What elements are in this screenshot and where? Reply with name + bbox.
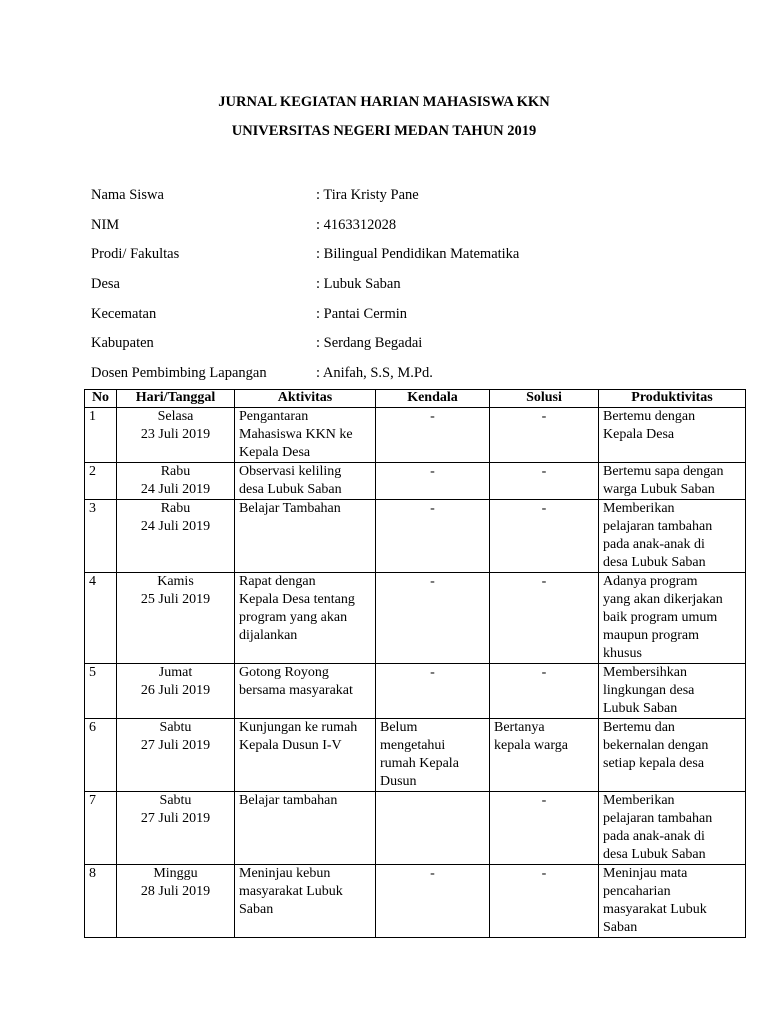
cell-kendala-line: mengetahui <box>380 738 446 753</box>
cell-hari-tanggal <box>117 573 235 664</box>
cell-produktivitas <box>599 463 746 500</box>
cell-produktivitas-line: bekernalan dengan <box>603 738 709 753</box>
cell-hari-tanggal-line: 26 Juli 2019 <box>140 683 211 698</box>
cell-kendala <box>376 573 490 664</box>
cell-solusi-line: - <box>541 464 547 479</box>
cell-kendala <box>376 500 490 573</box>
cell-produktivitas-line: Meninjau mata <box>603 866 688 881</box>
cell-kendala-line: - <box>430 464 435 479</box>
info-label: Kecematan <box>91 305 157 322</box>
info-value: : Pantai Cermin <box>316 305 408 322</box>
cell-produktivitas-line: pada anak-anak di <box>603 829 705 844</box>
cell-aktivitas <box>235 573 376 664</box>
cell-produktivitas-line: Memberikan <box>603 501 675 516</box>
cell-solusi-line: - <box>541 866 547 881</box>
cell-no <box>85 573 117 664</box>
cell-aktivitas-line: masyarakat Lubuk <box>239 884 343 899</box>
cell-aktivitas-line: dijalankan <box>239 628 298 643</box>
cell-produktivitas <box>599 719 746 792</box>
cell-hari-tanggal-line: 24 Juli 2019 <box>140 482 211 497</box>
cell-solusi <box>490 664 599 719</box>
cell-aktivitas-line: Mahasiswa KKN ke <box>239 427 353 442</box>
cell-aktivitas <box>235 500 376 573</box>
cell-hari-tanggal-line: 23 Juli 2019 <box>140 427 211 442</box>
column-header: No <box>85 390 117 408</box>
cell-hari-tanggal-line: Minggu <box>153 866 198 881</box>
cell-solusi-line: - <box>541 665 547 680</box>
cell-no <box>85 719 117 792</box>
cell-solusi-line: Bertanya <box>494 720 545 735</box>
cell-aktivitas-line: Belajar Tambahan <box>239 501 341 516</box>
info-value: : Bilingual Pendidikan Matematika <box>316 246 520 263</box>
cell-hari-tanggal-line: Sabtu <box>159 793 192 808</box>
cell-aktivitas <box>235 792 376 865</box>
column-header: Solusi <box>490 390 599 408</box>
cell-hari-tanggal <box>117 792 235 865</box>
cell-no-line: 7 <box>89 793 96 808</box>
activity-table <box>84 389 746 938</box>
cell-produktivitas-line: Adanya program <box>603 574 698 589</box>
cell-produktivitas-line: warga Lubuk Saban <box>603 482 715 497</box>
cell-produktivitas-line: yang akan dikerjakan <box>603 592 723 607</box>
cell-kendala-line: - <box>430 409 435 424</box>
cell-kendala-line: - <box>430 574 435 589</box>
cell-produktivitas <box>599 500 746 573</box>
info-label: NIM <box>91 216 120 233</box>
cell-produktivitas-line: pencaharian <box>603 884 671 899</box>
cell-produktivitas <box>599 408 746 463</box>
cell-aktivitas-line: Gotong Royong <box>239 665 329 680</box>
cell-aktivitas-line: Kepala Desa <box>239 445 311 460</box>
cell-kendala <box>376 792 490 865</box>
journal-title: JURNAL KEGIATAN HARIAN MAHASISWA KKN <box>218 94 550 110</box>
cell-hari-tanggal-line: Selasa <box>157 409 194 424</box>
cell-kendala-line: Dusun <box>380 774 417 789</box>
table-header-row <box>85 390 746 408</box>
cell-produktivitas-line: Kepala Desa <box>603 427 675 442</box>
cell-aktivitas <box>235 719 376 792</box>
cell-hari-tanggal-line: Jumat <box>158 665 193 680</box>
cell-solusi-line: - <box>541 574 547 589</box>
table-body <box>85 408 746 938</box>
table-row <box>85 500 746 573</box>
column-header: Hari/Tanggal <box>117 390 235 408</box>
cell-aktivitas <box>235 463 376 500</box>
cell-aktivitas-line: desa Lubuk Saban <box>239 482 342 497</box>
cell-produktivitas-line: masyarakat Lubuk <box>603 902 707 917</box>
cell-produktivitas-line: khusus <box>603 646 642 661</box>
cell-produktivitas-line: Memberikan <box>603 793 675 808</box>
cell-aktivitas <box>235 408 376 463</box>
column-header: Kendala <box>376 390 490 408</box>
cell-no <box>85 865 117 938</box>
cell-hari-tanggal-line: Rabu <box>160 501 191 516</box>
cell-solusi-line: - <box>541 501 547 516</box>
cell-hari-tanggal-line: 27 Juli 2019 <box>140 738 211 753</box>
cell-hari-tanggal <box>117 408 235 463</box>
cell-produktivitas-line: baik program umum <box>603 610 718 625</box>
cell-produktivitas <box>599 792 746 865</box>
cell-kendala <box>376 463 490 500</box>
cell-aktivitas-line: Kunjungan ke rumah <box>239 720 358 735</box>
cell-no <box>85 463 117 500</box>
cell-kendala-line: - <box>430 866 435 881</box>
cell-produktivitas-line: Lubuk Saban <box>603 701 678 716</box>
info-value: : Tira Kristy Pane <box>316 187 419 204</box>
student-info <box>91 181 751 388</box>
cell-hari-tanggal <box>117 865 235 938</box>
cell-hari-tanggal <box>117 463 235 500</box>
cell-solusi-line: - <box>541 409 547 424</box>
cell-kendala <box>376 408 490 463</box>
university-title: UNIVERSITAS NEGERI MEDAN TAHUN 2019 <box>231 123 537 139</box>
cell-no-line: 2 <box>89 464 96 479</box>
info-label: Nama Siswa <box>91 187 164 204</box>
cell-aktivitas-line: Kepala Dusun I-V <box>239 738 342 753</box>
cell-hari-tanggal-line: Kamis <box>157 574 194 589</box>
cell-produktivitas-line: maupun program <box>603 628 700 643</box>
table-row <box>85 408 746 463</box>
cell-aktivitas <box>235 865 376 938</box>
cell-aktivitas-line: Saban <box>239 902 274 917</box>
cell-solusi <box>490 500 599 573</box>
cell-produktivitas-line: desa Lubuk Saban <box>603 555 706 570</box>
cell-hari-tanggal-line: 27 Juli 2019 <box>140 811 211 826</box>
info-value: : 4163312028 <box>316 216 397 233</box>
cell-produktivitas-line: desa Lubuk Saban <box>603 847 706 862</box>
info-value: : Anifah, S.S, M.Pd. <box>316 364 433 381</box>
cell-hari-tanggal <box>117 664 235 719</box>
cell-solusi <box>490 408 599 463</box>
cell-hari-tanggal-line: Sabtu <box>159 720 192 735</box>
cell-solusi-line: - <box>541 793 547 808</box>
cell-no-line: 1 <box>89 409 96 424</box>
cell-solusi <box>490 719 599 792</box>
table-row <box>85 792 746 865</box>
cell-kendala-line: - <box>430 501 435 516</box>
cell-produktivitas-line: lingkungan desa <box>603 683 695 698</box>
cell-aktivitas-line: program yang akan <box>239 610 348 625</box>
cell-solusi <box>490 792 599 865</box>
cell-produktivitas <box>599 865 746 938</box>
cell-kendala-line: Belum <box>380 720 418 735</box>
cell-no <box>85 408 117 463</box>
cell-aktivitas-line: bersama masyarakat <box>239 683 353 698</box>
column-header: Produktivitas <box>599 390 746 408</box>
cell-produktivitas-line: Bertemu sapa dengan <box>603 464 724 479</box>
cell-no-line: 8 <box>89 866 96 881</box>
cell-no-line: 4 <box>89 574 96 589</box>
info-row-desa <box>91 270 751 300</box>
cell-no <box>85 792 117 865</box>
info-value: : Lubuk Saban <box>316 276 401 293</box>
table-row <box>85 719 746 792</box>
cell-produktivitas-line: setiap kepala desa <box>603 756 705 771</box>
cell-hari-tanggal-line: 25 Juli 2019 <box>140 592 211 607</box>
info-label: Prodi/ Fakultas <box>91 246 180 263</box>
info-row-dosen <box>91 359 751 389</box>
info-row-nama <box>91 181 751 211</box>
cell-kendala-line: rumah Kepala <box>380 756 459 771</box>
cell-produktivitas <box>599 573 746 664</box>
cell-hari-tanggal-line: 24 Juli 2019 <box>140 519 211 534</box>
info-row-kabupaten <box>91 329 751 359</box>
table-row <box>85 865 746 938</box>
cell-solusi <box>490 865 599 938</box>
cell-aktivitas-line: Kepala Desa tentang <box>239 592 355 607</box>
cell-no-line: 3 <box>89 501 96 516</box>
cell-produktivitas-line: pelajaran tambahan <box>603 811 713 826</box>
table-row <box>85 664 746 719</box>
cell-hari-tanggal <box>117 500 235 573</box>
cell-hari-tanggal-line: 28 Juli 2019 <box>140 884 211 899</box>
info-row-nim <box>91 211 751 241</box>
cell-aktivitas-line: Pengantaran <box>239 409 309 424</box>
cell-solusi <box>490 463 599 500</box>
cell-aktivitas <box>235 664 376 719</box>
cell-hari-tanggal <box>117 719 235 792</box>
info-row-prodi <box>91 240 751 270</box>
info-row-kecematan <box>91 299 751 329</box>
cell-kendala-line: - <box>430 665 435 680</box>
cell-produktivitas-line: pada anak-anak di <box>603 537 705 552</box>
cell-produktivitas-line: Bertemu dengan <box>603 409 696 424</box>
cell-produktivitas <box>599 664 746 719</box>
cell-produktivitas-line: pelajaran tambahan <box>603 519 713 534</box>
cell-hari-tanggal-line: Rabu <box>160 464 191 479</box>
cell-aktivitas-line: Belajar tambahan <box>239 793 338 808</box>
cell-no-line: 5 <box>89 665 96 680</box>
table-row <box>85 463 746 500</box>
cell-aktivitas-line: Observasi keliling <box>239 464 342 479</box>
cell-aktivitas-line: Rapat dengan <box>239 574 316 589</box>
cell-solusi-line: kepala warga <box>494 738 568 753</box>
column-header: Aktivitas <box>235 390 376 408</box>
cell-no-line: 6 <box>89 720 96 735</box>
info-label: Kabupaten <box>91 335 154 352</box>
cell-solusi <box>490 573 599 664</box>
cell-kendala <box>376 865 490 938</box>
cell-no <box>85 664 117 719</box>
cell-kendala <box>376 719 490 792</box>
table-row <box>85 573 746 664</box>
cell-produktivitas-line: Saban <box>603 920 638 935</box>
cell-produktivitas-line: Bertemu dan <box>603 720 675 735</box>
cell-aktivitas-line: Meninjau kebun <box>239 866 331 881</box>
cell-produktivitas-line: Membersihkan <box>603 665 687 680</box>
info-value: : Serdang Begadai <box>316 335 423 352</box>
cell-no <box>85 500 117 573</box>
info-label: Desa <box>91 276 120 293</box>
cell-kendala <box>376 664 490 719</box>
info-label: Dosen Pembimbing Lapangan <box>91 364 267 381</box>
